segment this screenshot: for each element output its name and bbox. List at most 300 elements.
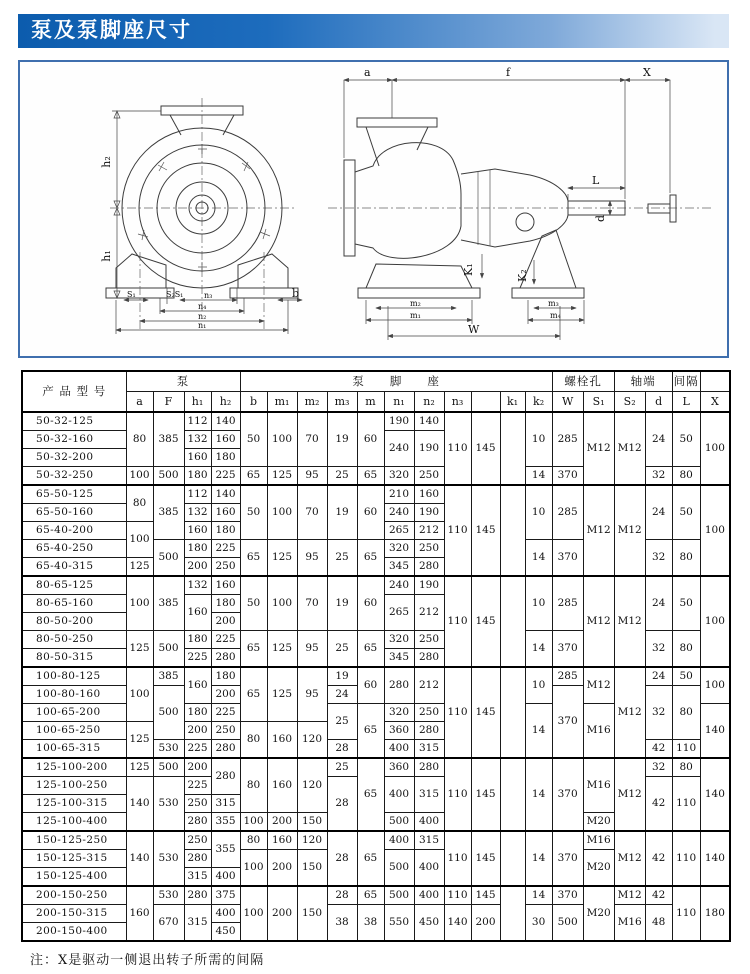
table-cell: 225 (211, 467, 240, 486)
column-header: n₂ (414, 392, 444, 413)
table-cell: 150 (297, 886, 327, 941)
table-cell: 140 (700, 831, 730, 886)
table-cell: 65 (357, 467, 384, 486)
table-cell: M12 (614, 412, 645, 485)
dim-label-d: d (594, 214, 607, 222)
table-cell: 345 (384, 558, 414, 577)
table-cell: 140 (444, 905, 471, 942)
table-cell: 110 (672, 886, 700, 941)
table-cell: 125 (126, 758, 153, 777)
table-cell: 150 (297, 813, 327, 832)
table-cell (500, 886, 525, 941)
column-header: W (552, 392, 583, 413)
table-cell: 65 (357, 704, 384, 759)
table-cell: 100 (240, 813, 267, 832)
column-header: a (126, 392, 153, 413)
table-cell: 240 (384, 431, 414, 467)
model-cell: 100-65-200 (22, 704, 126, 722)
table-cell: M12 (583, 412, 614, 485)
table-cell: 70 (297, 412, 327, 467)
table-cell: 14 (525, 631, 552, 668)
table-cell: 100 (240, 886, 267, 941)
table-cell: 100 (126, 667, 153, 722)
table-cell: 285 (552, 576, 583, 631)
table-cell: 110 (444, 831, 471, 886)
table-cell: 315 (184, 868, 211, 887)
table-cell: 125 (267, 667, 297, 722)
model-cell: 80-50-315 (22, 649, 126, 668)
table-cell: 385 (153, 485, 184, 540)
table-cell: 10 (525, 485, 552, 540)
table-cell: M12 (614, 758, 645, 831)
model-cell: 100-65-250 (22, 722, 126, 740)
table-cell: 360 (384, 722, 414, 740)
table-cell: 212 (414, 595, 444, 631)
table-cell: 190 (414, 431, 444, 467)
table-cell: 280 (211, 649, 240, 668)
table-cell: 180 (184, 704, 211, 722)
table-cell: 150 (297, 850, 327, 887)
table-cell: 500 (153, 540, 184, 577)
model-cell: 150-125-250 (22, 831, 126, 850)
table-cell: 32 (645, 467, 672, 486)
model-cell: 200-150-400 (22, 923, 126, 942)
model-cell: 150-125-400 (22, 868, 126, 887)
dim-label-s1: S₁ (127, 290, 136, 299)
table-row (22, 412, 730, 431)
table-cell: 125 (267, 467, 297, 486)
table-cell: 450 (414, 905, 444, 942)
table-cell: 160 (211, 431, 240, 449)
table-cell: 24 (327, 686, 357, 704)
table-cell: 132 (184, 576, 211, 595)
table-cell: 110 (444, 758, 471, 831)
table-cell: 400 (414, 886, 444, 905)
table-cell: 112 (184, 412, 211, 431)
dim-label-f: f (506, 66, 511, 79)
table-cell: 400 (384, 831, 414, 850)
table-cell: 132 (184, 431, 211, 449)
table-cell: 125 (267, 540, 297, 577)
table-cell: 320 (384, 704, 414, 722)
table-cell: 320 (384, 631, 414, 649)
table-cell: M16 (583, 704, 614, 759)
dim-label-n3: n₃ (204, 291, 213, 300)
table-cell: 280 (414, 758, 444, 777)
column-header: S₂ (614, 392, 645, 413)
page-title: 泵及泵脚座尺寸 (18, 14, 729, 48)
table-cell: 225 (211, 631, 240, 649)
table-cell: 14 (525, 704, 552, 759)
table-cell: 385 (153, 667, 184, 686)
table-cell (500, 758, 525, 831)
table-cell: 145 (471, 576, 500, 667)
column-group-header: 泵 脚 座 (240, 371, 552, 392)
dim-label-b: b (292, 287, 300, 300)
dim-label-l: L (592, 174, 600, 187)
table-cell: M12 (583, 485, 614, 576)
table-cell: 32 (645, 631, 672, 668)
table-cell: 120 (297, 722, 327, 759)
table-cell: 25 (327, 758, 357, 777)
table-cell: 24 (645, 576, 672, 631)
column-header: F (153, 392, 184, 413)
table-cell: M20 (583, 886, 614, 941)
table-cell: 530 (153, 886, 184, 905)
table-cell: 250 (211, 722, 240, 740)
table-cell: 500 (153, 758, 184, 777)
dim-label-m1: m₁ (410, 311, 421, 320)
table-cell: 400 (414, 850, 444, 887)
table-cell: 370 (552, 758, 583, 831)
model-cell: 50-32-125 (22, 412, 126, 431)
table-cell: 500 (384, 813, 414, 832)
table-cell: 80 (240, 831, 267, 850)
table-cell: M12 (583, 667, 614, 704)
table-cell: 120 (297, 758, 327, 813)
table-cell: 100 (267, 576, 297, 631)
table-cell: 345 (384, 649, 414, 668)
dim-label-x: X (643, 66, 651, 79)
table-cell: M12 (614, 886, 645, 905)
table-cell: M12 (614, 831, 645, 886)
table-cell: 160 (267, 758, 297, 813)
table-cell: 200 (184, 758, 211, 777)
model-cell: 125-100-250 (22, 777, 126, 795)
dim-label-n1: n₁ (198, 321, 207, 330)
dim-label-n4: n₄ (198, 302, 207, 311)
table-cell: 14 (525, 831, 552, 886)
pump-side-view (328, 66, 714, 340)
table-cell: 400 (384, 777, 414, 813)
model-cell: 50-32-200 (22, 449, 126, 467)
table-cell: 50 (240, 576, 267, 631)
table-cell: 190 (414, 504, 444, 522)
column-group-header: 轴端 (614, 371, 672, 392)
column-header-model: 产 品 型 号 (22, 371, 126, 412)
table-cell: 355 (211, 831, 240, 868)
table-cell: 250 (414, 467, 444, 486)
table-cell: 125 (126, 631, 153, 668)
column-group-header: 泵 (126, 371, 240, 392)
model-cell: 80-50-250 (22, 631, 126, 649)
table-cell: 250 (414, 540, 444, 558)
column-header: n₃ (444, 392, 471, 413)
table-cell: 60 (357, 412, 384, 467)
model-cell: 200-150-315 (22, 905, 126, 923)
table-cell: 95 (297, 540, 327, 577)
table-cell: 10 (525, 667, 552, 704)
model-cell: 65-40-200 (22, 522, 126, 540)
table-cell: 110 (444, 412, 471, 485)
table-cell: 180 (700, 886, 730, 941)
table-cell: 32 (645, 686, 672, 740)
column-header: m₃ (327, 392, 357, 413)
table-cell: 160 (184, 449, 211, 467)
column-group-header: 螺栓孔 (552, 371, 614, 392)
table-cell: 65 (357, 631, 384, 668)
model-cell: 80-65-125 (22, 576, 126, 595)
table-cell: 145 (471, 412, 500, 485)
table-cell: 315 (414, 740, 444, 759)
table-cell: 110 (444, 576, 471, 667)
table-cell: 180 (211, 667, 240, 686)
dim-label-k2: K₂ (516, 269, 529, 282)
dim-label-k1: K₁ (462, 263, 475, 276)
table-cell: 240 (384, 504, 414, 522)
model-cell: 80-65-160 (22, 595, 126, 613)
table-cell: 280 (184, 813, 211, 832)
table-cell: 190 (384, 412, 414, 431)
table-cell: 280 (414, 649, 444, 668)
model-cell: 65-50-160 (22, 504, 126, 522)
table-cell: M12 (614, 485, 645, 576)
table-cell: 24 (645, 412, 672, 467)
model-cell: 100-80-125 (22, 667, 126, 686)
table-cell: 225 (184, 777, 211, 795)
dimensions-table (21, 370, 731, 942)
column-header: m (357, 392, 384, 413)
table-cell: 80 (672, 631, 700, 668)
table-cell: 315 (211, 795, 240, 813)
column-group-header: 间隔 (672, 371, 700, 392)
table-cell: 80 (672, 540, 700, 577)
table-cell: 370 (552, 540, 583, 577)
table-cell: M16 (614, 905, 645, 942)
table-cell: 80 (672, 467, 700, 486)
model-cell: 65-40-250 (22, 540, 126, 558)
table-cell: 500 (552, 905, 583, 942)
dim-label-n2: n₂ (198, 312, 207, 321)
model-cell: 200-150-250 (22, 886, 126, 905)
table-cell: 19 (327, 485, 357, 540)
table-cell: 38 (327, 905, 357, 942)
column-header: n₁ (384, 392, 414, 413)
table-cell: 32 (645, 540, 672, 577)
table-cell: 225 (211, 704, 240, 722)
table-cell: 250 (414, 631, 444, 649)
model-cell: 125-100-400 (22, 813, 126, 832)
dim-label-s2s1: S₂S₁ (166, 290, 184, 299)
table-cell: 250 (414, 704, 444, 722)
table-cell: 50 (672, 576, 700, 631)
table-cell: 140 (126, 777, 153, 832)
column-header: h₁ (184, 392, 211, 413)
table-cell: 28 (327, 777, 357, 832)
table-cell: 200 (184, 558, 211, 577)
table-cell: 70 (297, 485, 327, 540)
table-cell: 100 (126, 576, 153, 631)
pump-technical-drawing (20, 62, 724, 352)
table-cell: 400 (414, 813, 444, 832)
table-cell: 80 (240, 758, 267, 813)
table-cell: 280 (211, 758, 240, 795)
table-cell: 530 (153, 777, 184, 832)
dim-label-m3: m₃ (548, 299, 559, 308)
table-cell: 160 (267, 722, 297, 759)
table-cell: 14 (525, 886, 552, 905)
table-cell: 140 (700, 758, 730, 831)
table-cell: M20 (583, 850, 614, 887)
table-cell: 160 (267, 831, 297, 850)
table-cell: 110 (672, 740, 700, 759)
table-cell: 530 (153, 740, 184, 759)
column-header: d (645, 392, 672, 413)
table-cell: 200 (267, 813, 297, 832)
table-cell: 14 (525, 467, 552, 486)
table-cell: 500 (153, 467, 184, 486)
table-cell: 95 (297, 467, 327, 486)
table-cell: 120 (297, 831, 327, 850)
table-cell: 10 (525, 576, 552, 631)
table-cell (500, 576, 525, 667)
table-cell: 145 (471, 758, 500, 831)
table-cell: 14 (525, 540, 552, 577)
table-cell: 370 (552, 686, 583, 759)
table-cell: 180 (184, 631, 211, 649)
column-header: k₁ (500, 392, 525, 413)
dim-label-a: a (364, 66, 371, 79)
table-cell: 180 (184, 540, 211, 558)
table-cell: M12 (583, 576, 614, 667)
table-cell: 80 (672, 758, 700, 777)
dim-label-m2: m₂ (410, 299, 421, 308)
table-cell: 65 (240, 667, 267, 722)
table-cell: 110 (444, 485, 471, 576)
table-cell: 225 (184, 649, 211, 668)
table-cell: M16 (583, 758, 614, 813)
footnote: 注：X是驱动一侧退出转子所需的间隔 (30, 953, 265, 968)
table-cell: 100 (700, 485, 730, 576)
table-cell: 25 (327, 467, 357, 486)
column-header: S₁ (583, 392, 614, 413)
pump-front-view (100, 98, 302, 334)
model-cell: 100-80-160 (22, 686, 126, 704)
table-cell: 355 (211, 813, 240, 832)
table-cell (500, 667, 525, 758)
table-cell: 145 (471, 667, 500, 758)
table-cell (500, 831, 525, 886)
table-cell: 80 (126, 412, 153, 467)
table-cell: 285 (552, 667, 583, 686)
table-cell: 110 (672, 777, 700, 832)
table-cell: 400 (211, 905, 240, 923)
model-cell: 125-100-200 (22, 758, 126, 777)
table-cell: 530 (153, 831, 184, 886)
table-cell: 212 (414, 522, 444, 540)
model-cell: 50-32-160 (22, 431, 126, 449)
table-cell: 160 (211, 576, 240, 595)
table-cell: 250 (211, 558, 240, 577)
table-cell: 400 (211, 868, 240, 887)
table-cell: 385 (153, 412, 184, 467)
table-cell: 42 (645, 886, 672, 905)
table-cell: 42 (645, 777, 672, 832)
table-cell: 145 (471, 485, 500, 576)
table-cell: 50 (672, 485, 700, 540)
table-cell: 200 (267, 850, 297, 887)
table-cell: 28 (327, 831, 357, 886)
table-cell: 25 (327, 704, 357, 740)
table-cell: 200 (211, 613, 240, 631)
table-cell: 225 (211, 540, 240, 558)
table-cell: 280 (211, 740, 240, 759)
table-row (22, 886, 730, 905)
column-header (471, 392, 500, 413)
table-cell: 125 (126, 722, 153, 759)
table-row (22, 485, 730, 504)
table-cell: 14 (525, 758, 552, 831)
table-cell: 110 (444, 667, 471, 758)
column-header: h₂ (211, 392, 240, 413)
table-cell: 50 (240, 412, 267, 467)
table-cell: 400 (384, 740, 414, 759)
model-cell: 150-125-315 (22, 850, 126, 868)
table-cell: 250 (184, 795, 211, 813)
table-cell: 42 (645, 740, 672, 759)
model-cell: 65-40-315 (22, 558, 126, 577)
column-header: b (240, 392, 267, 413)
table-cell: 100 (267, 485, 297, 540)
table-cell: 25 (327, 631, 357, 668)
table-cell: 225 (184, 740, 211, 759)
table-cell: 110 (444, 886, 471, 905)
table-cell: 19 (327, 412, 357, 467)
table-cell: 140 (211, 485, 240, 504)
table-cell: 60 (357, 667, 384, 704)
table-cell: 100 (240, 850, 267, 887)
table-cell: 65 (357, 758, 384, 831)
table-cell: 132 (184, 504, 211, 522)
table-cell: 280 (184, 850, 211, 868)
table-cell: 370 (552, 631, 583, 668)
table-cell: 320 (384, 540, 414, 558)
table-cell: 200 (184, 722, 211, 740)
table-cell: 315 (184, 905, 211, 942)
model-cell: 125-100-315 (22, 795, 126, 813)
table-cell: 125 (126, 558, 153, 577)
table-cell: 65 (357, 886, 384, 905)
table-cell: 160 (414, 485, 444, 504)
dim-label-m4: m₄ (550, 311, 561, 320)
table-row (22, 667, 730, 686)
table-cell: 315 (414, 831, 444, 850)
model-cell: 80-50-200 (22, 613, 126, 631)
table-cell: 95 (297, 631, 327, 668)
table-cell: 280 (414, 558, 444, 577)
table-cell (500, 485, 525, 576)
table-row (22, 576, 730, 595)
table-row (22, 758, 730, 777)
table-cell: 145 (471, 886, 500, 905)
table-cell: 65 (240, 631, 267, 668)
table-cell: 32 (645, 758, 672, 777)
pump-drawing-panel (18, 60, 729, 358)
table-cell: 30 (525, 905, 552, 942)
table-cell: 125 (267, 631, 297, 668)
table-cell: M20 (583, 813, 614, 832)
table-cell: 285 (552, 485, 583, 540)
table-cell: 280 (184, 886, 211, 905)
table-cell: 10 (525, 412, 552, 467)
table-cell: 160 (184, 522, 211, 540)
model-cell: 100-65-315 (22, 740, 126, 759)
table-cell: 19 (327, 667, 357, 686)
table-cell: 320 (384, 467, 414, 486)
table-cell: 385 (153, 576, 184, 631)
table-cell: 80 (672, 686, 700, 740)
table-cell: 200 (471, 905, 500, 942)
